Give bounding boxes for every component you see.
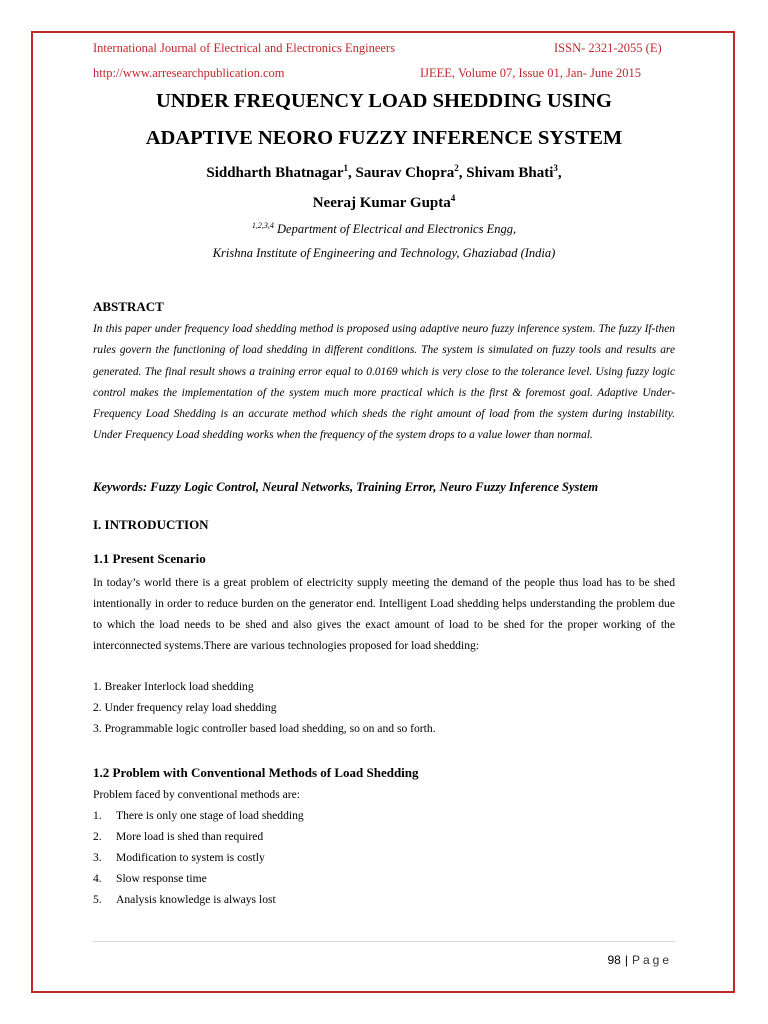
affiliation-sup: 1,2,3,4 [251,221,274,230]
abstract-heading: ABSTRACT [93,299,164,314]
author-sup: 2 [454,163,459,173]
list-text: Analysis knowledge is always lost [116,893,276,906]
author-sup: 4 [450,193,456,203]
section-heading-introduction: I. INTRODUCTION [93,517,209,532]
affiliation-institute: Krishna Institute of Engineering and Technology, Ghaziabad (India) [212,246,556,260]
journal-name: International Journal of Electrical and Electronics Engineers [93,41,395,55]
volume-info: IJEEE, Volume 07, Issue 01, Jan- June 2015 [420,66,642,80]
list-text: Modification to system is costly [116,851,265,864]
list-item: 1. Breaker Interlock load shedding [93,680,254,693]
authors-line-1 [0,163,768,182]
page-number: 98 [607,953,621,967]
abstract-body: In this paper under frequency load shedding method is proposed using adaptive neuro fuzzy inference system. The fuzzy If-then rules govern the functioning of load shedding in different conditions. The system is simulated on fuzzy tools and results are generated. The final result shows a training error equal to 0.0169 which is very close to the tolerance level. Using fuzzy logic control makes the implementation of the system much more practical which is the first & foremost goal. Adaptive Under-Frequency Load Shedding is an accurate method which sheds the right amount of load from the system during instability. Under Frequency Load shedding works when the frequency of the system drops to a value lower than normal. [93,323,675,442]
list-number: 3. [93,851,102,864]
author-sep: , [458,165,467,181]
author-name: Neeraj Kumar Gupta [312,195,451,211]
affiliation-dept-text: Department of Electrical and Electronics Engg, [277,222,517,237]
paper-title-line-2: ADAPTIVE NEORO FUZZY INFERENCE SYSTEM [145,127,623,149]
keywords: Keywords: Fuzzy Logic Control, Neural Networks, Training Error, Neuro Fuzzy Inference System [93,480,599,494]
footer-separator: | [624,953,628,967]
footer-divider [93,941,675,942]
subsection-heading-problems: 1.2 Problem with Conventional Methods of Load Shedding [93,765,419,780]
author-sep: , [557,165,562,181]
intro-paragraph: In today’s world there is a great problem of electricity supply meeting the demand of the people thus load has to be shed intentionally in order to reduce burden on the generator end. Intelligent Load shedding helps understanding the problem due to which the load needs to be shed and also gives the exact amount of load to be shed for the proper working of the interconnected systems.There are various technologies proposed for load shedding: [93,576,675,652]
authors-line-2 [0,193,768,212]
paper-title-line-1: UNDER FREQUENCY LOAD SHEDDING USING [156,90,612,112]
issn: ISSN- 2321-2055 (E) [554,41,662,55]
list-number: 5. [93,893,102,906]
affiliation-dept [0,221,768,237]
list-item: 3. Programmable logic controller based load shedding, so on and so forth. [93,722,436,735]
page-label: Page [631,953,672,967]
list-text: Slow response time [116,872,207,885]
author-name: Siddharth Bhatnagar [206,165,344,181]
author-name: Saurav Chopra [355,165,455,181]
list-number: 4. [93,872,102,885]
subsection-heading-present-scenario: 1.1 Present Scenario [93,551,206,566]
author-sup: 1 [343,163,348,173]
list-number: 2. [93,830,102,843]
list-item: 2. Under frequency relay load shedding [93,701,277,714]
list-text: There is only one stage of load shedding [116,809,304,822]
author-sup: 3 [553,163,558,173]
journal-url[interactable]: http://www.arresearchpublication.com [93,66,285,80]
list-text: More load is shed than required [116,830,264,843]
page-footer [540,953,672,967]
list-number: 1. [93,809,102,822]
problems-intro: Problem faced by conventional methods are: [93,788,301,801]
author-name: Shivam Bhati [466,165,554,181]
author-sep: , [347,165,356,181]
